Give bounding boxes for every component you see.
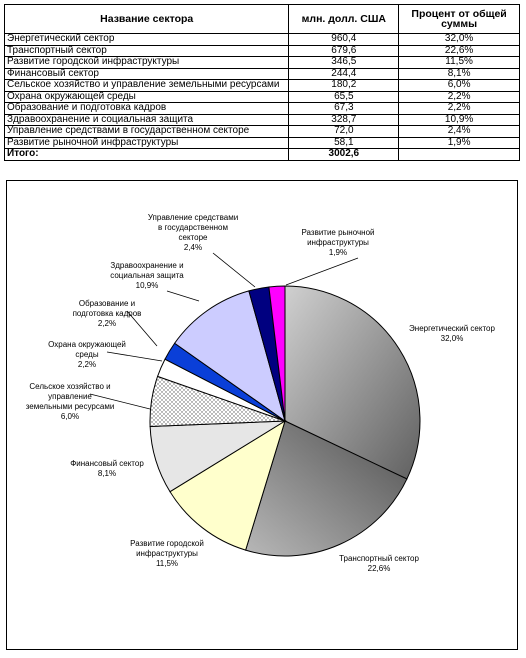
cell-sector-name: Образование и подготовка кадров [5, 103, 289, 115]
header-percent: Процент от общей суммы [399, 5, 520, 34]
cell-value: 67,3 [289, 103, 399, 115]
leader-line [213, 253, 255, 287]
cell-value: 328,7 [289, 114, 399, 126]
table-row [5, 45, 520, 57]
cell-sector-name: Управление средствами в государственном секторе [5, 126, 289, 138]
table-header-row [5, 5, 520, 34]
header-sector-name: Название сектора [5, 5, 289, 34]
cell-sector-name: Финансовый сектор [5, 68, 289, 80]
cell-sector-name: Охрана окружающей среды [5, 91, 289, 103]
table-row [5, 80, 520, 92]
total-percent [399, 149, 520, 161]
table-row [5, 114, 520, 126]
slice-label: Развитие рыночной инфраструктуры 1,9% [301, 228, 375, 257]
slice-label: Охрана окружающей среды 2,2% [48, 340, 126, 369]
pie-chart [7, 181, 517, 649]
total-value: 3002,6 [289, 149, 399, 161]
table-row [5, 68, 520, 80]
cell-value: 180,2 [289, 80, 399, 92]
slice-label: Здравоохранение и социальная защита 10,9% [110, 261, 184, 290]
table-row [5, 34, 520, 46]
slice-label: Транспортный сектор 22,6% [339, 554, 419, 573]
slice-label: Сельское хозяйство и управление земельными ресурсами 6,0% [25, 382, 115, 421]
cell-value: 346,5 [289, 57, 399, 69]
sector-table [4, 4, 520, 161]
cell-value: 244,4 [289, 68, 399, 80]
pie-chart-frame [6, 180, 518, 650]
table-total-row [5, 149, 520, 161]
slice-label: Управление средствами в государственном секторе 2,4% [147, 213, 239, 252]
cell-percent: 32,0% [399, 34, 520, 46]
cell-sector-name: Транспортный сектор [5, 45, 289, 57]
leader-line [167, 291, 199, 301]
cell-percent: 2,2% [399, 91, 520, 103]
total-label: Итого: [5, 149, 289, 161]
cell-percent: 2,4% [399, 126, 520, 138]
slice-label: Энергетический сектор 32,0% [409, 324, 495, 343]
header-value: млн. долл. США [289, 5, 399, 34]
cell-value: 58,1 [289, 137, 399, 149]
cell-percent: 6,0% [399, 80, 520, 92]
cell-value: 679,6 [289, 45, 399, 57]
leader-line [286, 258, 358, 285]
cell-value: 72,0 [289, 126, 399, 138]
cell-sector-name: Энергетический сектор [5, 34, 289, 46]
table-row [5, 91, 520, 103]
leader-line [107, 352, 162, 361]
cell-percent: 22,6% [399, 45, 520, 57]
slice-label: Развитие городской инфраструктуры 11,5% [130, 539, 204, 568]
cell-sector-name: Сельское хозяйство и управление земельными ресурсами [5, 80, 289, 92]
table-row [5, 103, 520, 115]
cell-percent: 1,9% [399, 137, 520, 149]
cell-percent: 2,2% [399, 103, 520, 115]
cell-percent: 11,5% [399, 57, 520, 69]
cell-sector-name: Развитие рыночной инфраструктуры [5, 137, 289, 149]
cell-sector-name: Развитие городской инфраструктуры [5, 57, 289, 69]
table-row [5, 57, 520, 69]
cell-percent: 8,1% [399, 68, 520, 80]
slice-label: Финансовый сектор 8,1% [70, 459, 144, 478]
cell-sector-name: Здравоохранение и социальная защита [5, 114, 289, 126]
cell-value: 960,4 [289, 34, 399, 46]
slice-label: Образование и подготовка кадров 2,2% [72, 299, 142, 328]
table-row [5, 137, 520, 149]
cell-percent: 10,9% [399, 114, 520, 126]
cell-value: 65,5 [289, 91, 399, 103]
table-row [5, 126, 520, 138]
